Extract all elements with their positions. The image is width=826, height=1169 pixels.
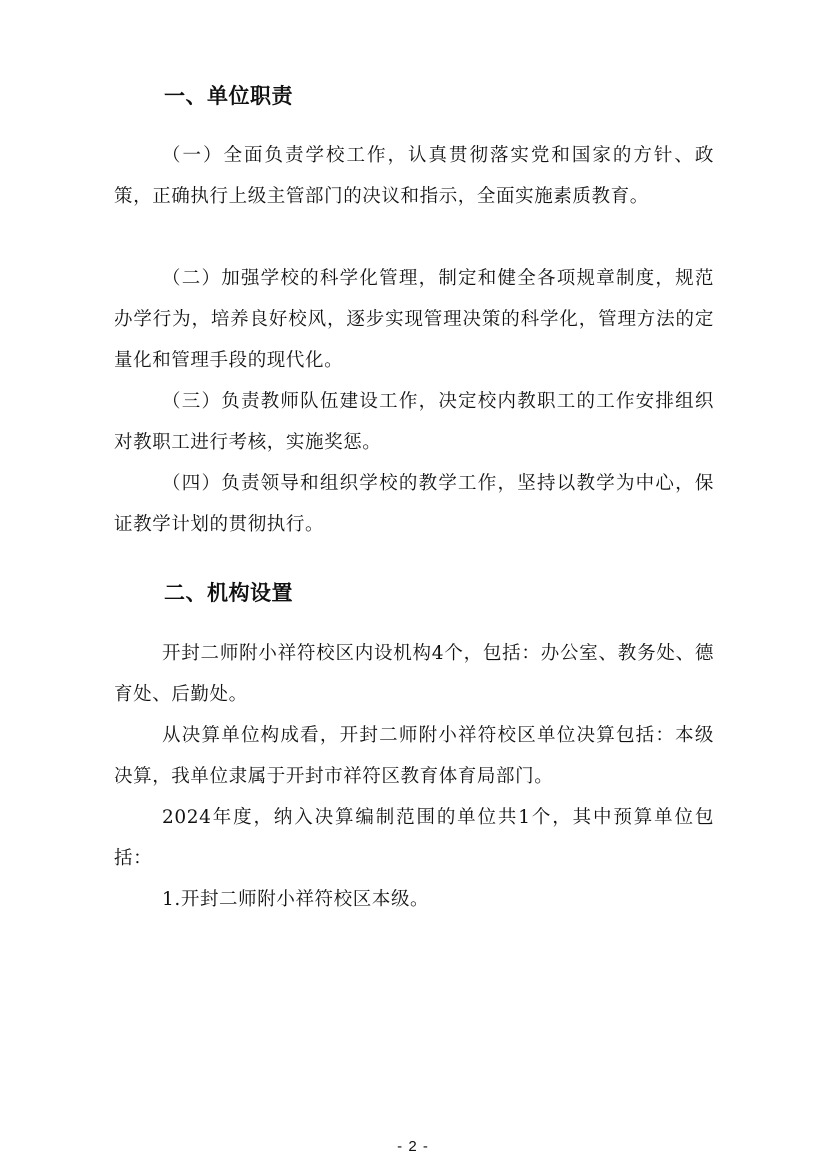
section-heading-duties: 一、单位职责	[164, 84, 293, 108]
paragraph-duty-4: （四）负责领导和组织学校的教学工作，坚持以教学为中心，保证教学计划的贯彻执行。	[114, 473, 714, 535]
paragraph-org-4: 1.开封二师附小祥符校区本级。	[162, 889, 430, 910]
section-heading-organization: 二、机构设置	[164, 581, 293, 605]
paragraph-org-3: 2024年度，纳入决算编制范围的单位共1个，其中预算单位包括：	[114, 807, 714, 869]
paragraph-duty-2: （二）加强学校的科学化管理，制定和健全各项规章制度，规范办学行为，培养良好校风，逐步实现管理决策的科学化，管理方法的定量化和管理手段的现代化。	[114, 268, 714, 371]
paragraph-duty-1: （一）全面负责学校工作，认真贯彻落实党和国家的方针、政策，正确执行上级主管部门的决议和指示，全面实施素质教育。	[114, 145, 714, 207]
paragraph-duty-3: （三）负责教师队伍建设工作，决定校内教职工的工作安排组织对教职工进行考核，实施奖惩。	[114, 391, 714, 453]
paragraph-org-1: 开封二师附小祥符校区内设机构4个，包括：办公室、教务处、德育处、后勤处。	[114, 643, 714, 705]
paragraph-org-2: 从决算单位构成看，开封二师附小祥符校区单位决算包括：本级决算，我单位隶属于开封市祥符区教育体育局部门。	[114, 725, 714, 787]
page-number: - 2 -	[397, 1138, 429, 1155]
